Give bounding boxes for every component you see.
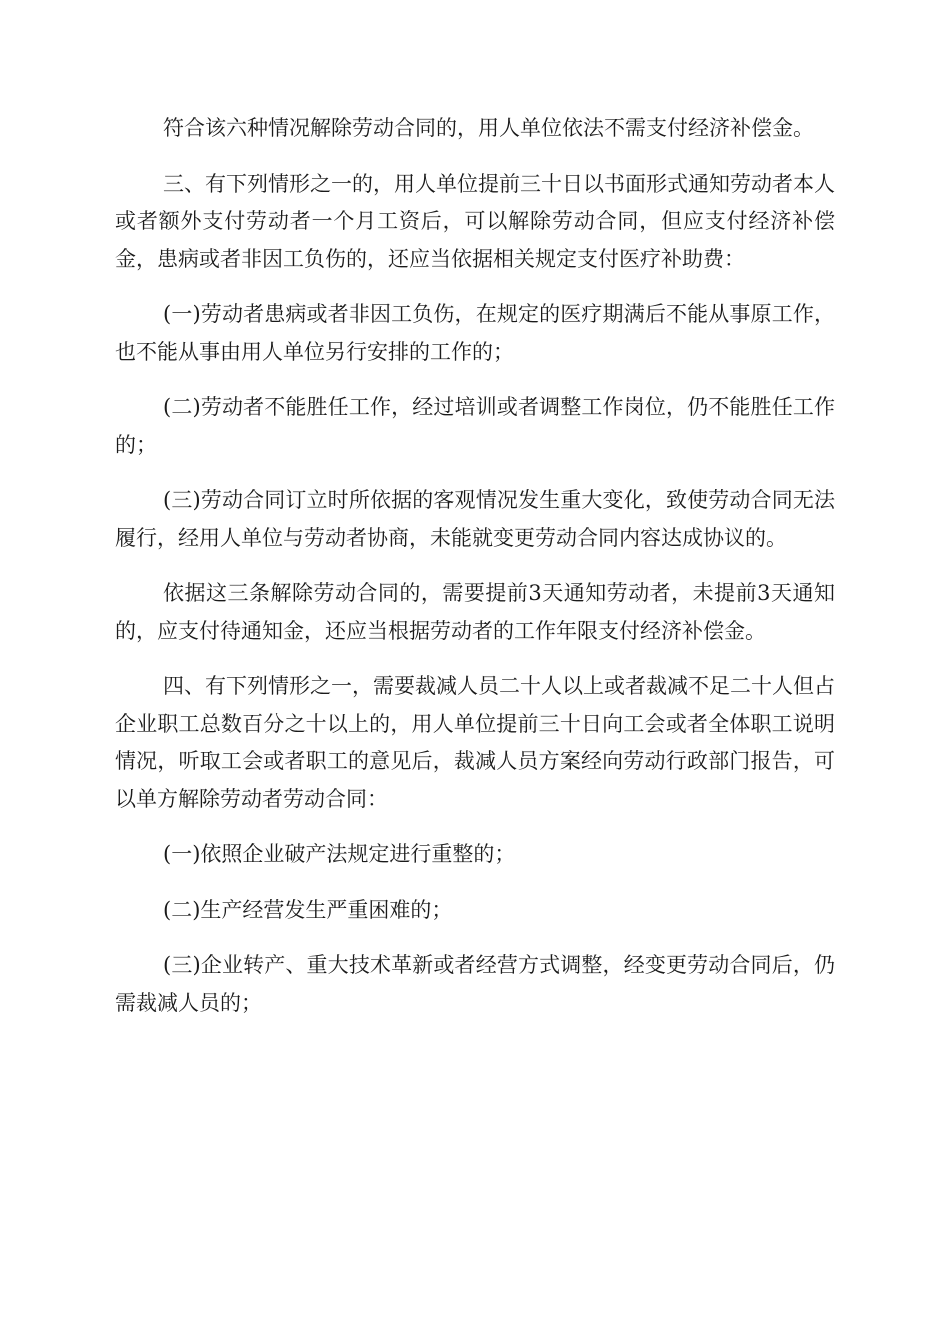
paragraph-item-3: (三)劳动合同订立时所依据的客观情况发生重大变化，致使劳动合同无法履行，经用人单位与劳动者协商，未能就变更劳动合同内容达成协议的。 <box>115 488 835 550</box>
paragraph-item-2: (二)劳动者不能胜任工作，经过培训或者调整工作岗位，仍不能胜任工作的； <box>115 395 835 457</box>
document-page <box>115 110 835 1040</box>
paragraph-compensation-note: 符合该六种情况解除劳动合同的，用人单位依法不需支付经济补偿金。 <box>163 116 814 140</box>
paragraph-notice-note: 依据这三条解除劳动合同的，需要提前3天通知劳动者，未提前3天通知的，应支付待通知金，还应当根据劳动者的工作年限支付经济补偿金。 <box>115 581 835 643</box>
paragraph-item-4-2: (二)生产经营发生严重困难的； <box>163 897 453 922</box>
paragraph-item-4-1: (一)依照企业破产法规定进行重整的； <box>163 842 516 866</box>
paragraph-section-four: 四、有下列情形之一，需要裁减人员二十人以上或者裁减不足二十人但占企业职工总数百分之十以上的，用人单位提前三十日向工会或者全体职工说明情况，听取工会或者职工的意见后，裁减人员方案经向劳动行政部门报告，可以单方解除劳动者劳动合同： <box>115 674 835 811</box>
paragraph-item-1: (一)劳动者患病或者非因工负伤，在规定的医疗期满后不能从事原工作，也不能从事由用人单位另行安排的工作的； <box>115 302 835 364</box>
paragraph-section-three: 三、有下列情形之一的，用人单位提前三十日以书面形式通知劳动者本人或者额外支付劳动者一个月工资后，可以解除劳动合同，但应支付经济补偿金，患病或者非因工负伤的，还应当依据相关规定支付医疗补助费： <box>115 171 835 271</box>
paragraph-item-4-3: (三)企业转产、重大技术革新或者经营方式调整，经变更劳动合同后，仍需裁减人员的； <box>115 953 835 1015</box>
